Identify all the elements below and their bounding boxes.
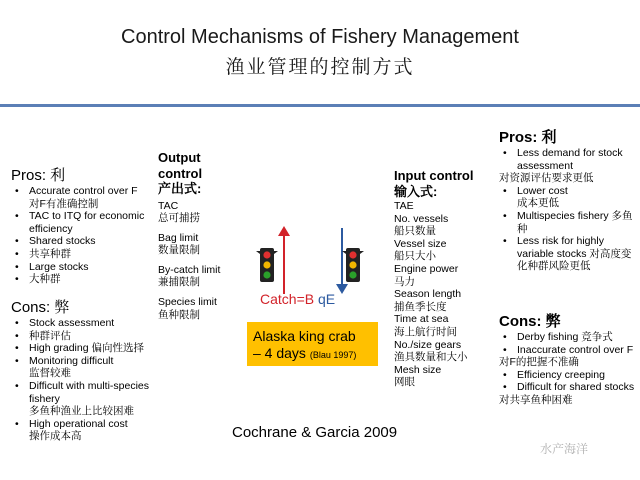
- list-item: [11, 261, 156, 274]
- slide-title-chinese: 渔业管理的控制方式: [225, 56, 415, 78]
- pros-right: [499, 126, 637, 273]
- item-text: Monitoring difficult: [29, 354, 114, 367]
- input-line: 船只数量: [394, 225, 436, 238]
- output-item-zh: 兼捕限制: [158, 276, 200, 289]
- pros-right-list: [499, 147, 637, 172]
- cons-right-list: [499, 369, 637, 394]
- item-text: Lower cost: [517, 184, 568, 197]
- input-line: Vessel size: [394, 237, 447, 250]
- item-text: Inaccurate control over F: [517, 343, 634, 356]
- item-text-zh: 对共享鱼种困难: [499, 393, 573, 406]
- item-text: Difficult for shared stocks: [517, 381, 635, 394]
- item-text: 大种群: [29, 273, 61, 286]
- catch-equation: [260, 291, 335, 307]
- list-item: [499, 210, 637, 235]
- traffic-light-icon: [256, 248, 278, 282]
- pros-right-list: [499, 185, 637, 273]
- catch-equation-right: qE: [317, 291, 336, 307]
- output-heading: Output control: [158, 150, 203, 181]
- output-heading-zh: 产出式:: [158, 181, 202, 196]
- crab-line2: [253, 345, 373, 364]
- slide-title: Control Mechanisms of Fishery Management: [121, 26, 519, 48]
- input-line: 网眼: [394, 376, 415, 389]
- input-line: Engine power: [394, 262, 459, 275]
- item-text-zh: 对F有准确控制: [29, 197, 99, 210]
- list-item: [499, 331, 637, 344]
- pros-left-heading: Pros: 利: [11, 167, 66, 184]
- input-line: 马力: [394, 275, 415, 288]
- item-text: High operational cost: [29, 417, 128, 430]
- item-text-zh: 对F的把握不准确: [499, 356, 579, 369]
- list-item: [11, 380, 156, 418]
- list-item: [499, 369, 637, 382]
- item-text: High grading 偏向性选择: [29, 342, 144, 355]
- list-item: [11, 317, 156, 330]
- list-item: [11, 210, 156, 235]
- list-item: [11, 185, 156, 210]
- output-item: [158, 200, 236, 225]
- cons-right-list: [499, 331, 637, 356]
- list-item: [11, 235, 156, 248]
- item-text: Less risk for highly variable stocks 对高度变化种群风险更低: [517, 235, 632, 273]
- item-text: TAC to ITQ for economic efficiency: [29, 210, 145, 235]
- input-control: [394, 168, 494, 389]
- item-text: Large stocks: [29, 260, 89, 273]
- item-text: Stock assessment: [29, 317, 115, 329]
- input-line: 海上航行时间: [394, 325, 457, 338]
- pros-left: [11, 164, 156, 286]
- input-line: 渔具数量和大小: [394, 351, 468, 364]
- cons-left-list: [11, 317, 156, 443]
- output-item-en: Bag limit: [158, 231, 199, 244]
- item-text: Less demand for stock assessment: [517, 147, 623, 172]
- traffic-light-graphic: [248, 226, 378, 296]
- list-item: [11, 330, 156, 343]
- list-item: [499, 344, 637, 357]
- input-heading: Input control: [394, 168, 474, 183]
- input-line: No. vessels: [394, 212, 449, 225]
- output-item-en: By-catch limit: [158, 263, 221, 276]
- list-item: [11, 273, 156, 286]
- red-up-arrow-icon: [278, 226, 290, 294]
- list-item: [11, 248, 156, 261]
- input-line: 捕鱼季长度: [394, 300, 447, 313]
- crab-ref: (Blau 1997): [309, 350, 357, 360]
- citation: Cochrane & Garcia 2009: [232, 424, 398, 441]
- input-line: TAE: [394, 200, 414, 212]
- crab-days: – 4 days: [253, 345, 310, 361]
- item-text-zh: 操作成本高: [29, 430, 82, 443]
- alaska-crab-callout: [247, 322, 378, 366]
- item-text-zh: 对资源评估要求更低: [499, 172, 594, 185]
- item-text-zh: 监督较难: [29, 367, 71, 380]
- output-item-en: Species limit: [158, 296, 217, 309]
- input-line: No./size gears: [394, 338, 462, 351]
- pros-left-list: [11, 185, 156, 286]
- pros-right-heading: [499, 126, 637, 147]
- input-line: Mesh size: [394, 363, 442, 376]
- output-item-zh: 数量限制: [158, 244, 200, 257]
- item-text: Multispecies fishery 多鱼种: [517, 209, 633, 235]
- item-text: Efficiency creeping: [517, 368, 605, 381]
- list-item: [11, 342, 156, 355]
- input-heading-zh: 输入式:: [394, 183, 438, 199]
- item-text: Accurate control over F: [29, 185, 138, 197]
- output-item-en: TAC: [158, 199, 179, 212]
- watermark: 水产海洋: [540, 442, 589, 456]
- pros-right-heading-text: Pros: 利: [499, 129, 557, 146]
- list-item: [11, 355, 156, 380]
- cons-right-heading: [499, 310, 637, 331]
- cons-left: [11, 296, 156, 443]
- input-line: 船只大小: [394, 250, 436, 263]
- cons-right: [499, 310, 637, 407]
- traffic-light-icon: [342, 248, 364, 282]
- item-text: Derby fishing 竞争式: [517, 331, 613, 343]
- item-text: 种群评估: [29, 329, 71, 342]
- item-text-zh: 成本更低: [517, 197, 559, 210]
- catch-equation-left: Catch=B: [260, 291, 318, 307]
- list-item: [499, 381, 637, 394]
- list-item: [499, 235, 637, 273]
- output-item: [158, 232, 236, 257]
- output-control: [158, 150, 236, 328]
- list-item: [11, 418, 156, 443]
- input-line: Season length: [394, 288, 462, 301]
- cons-right-heading-text: Cons: 弊: [499, 313, 561, 330]
- list-item: [499, 185, 637, 210]
- item-text-zh: 多鱼种渔业上比较困难: [29, 405, 134, 418]
- divider-rule: [0, 104, 640, 107]
- input-line: Time at sea: [394, 313, 449, 326]
- output-item-zh: 鱼种限制: [158, 308, 200, 321]
- item-text: Difficult with multi-species fishery: [29, 379, 150, 405]
- item-text: 共享种群: [29, 247, 71, 260]
- item-text: Shared stocks: [29, 235, 96, 248]
- crab-line1: Alaska king crab: [253, 328, 356, 344]
- cons-left-heading: Cons: 弊: [11, 299, 70, 316]
- output-item-zh: 总可捕捞: [158, 212, 200, 225]
- list-item: [499, 147, 637, 172]
- output-item: [158, 296, 236, 321]
- output-item: [158, 264, 236, 289]
